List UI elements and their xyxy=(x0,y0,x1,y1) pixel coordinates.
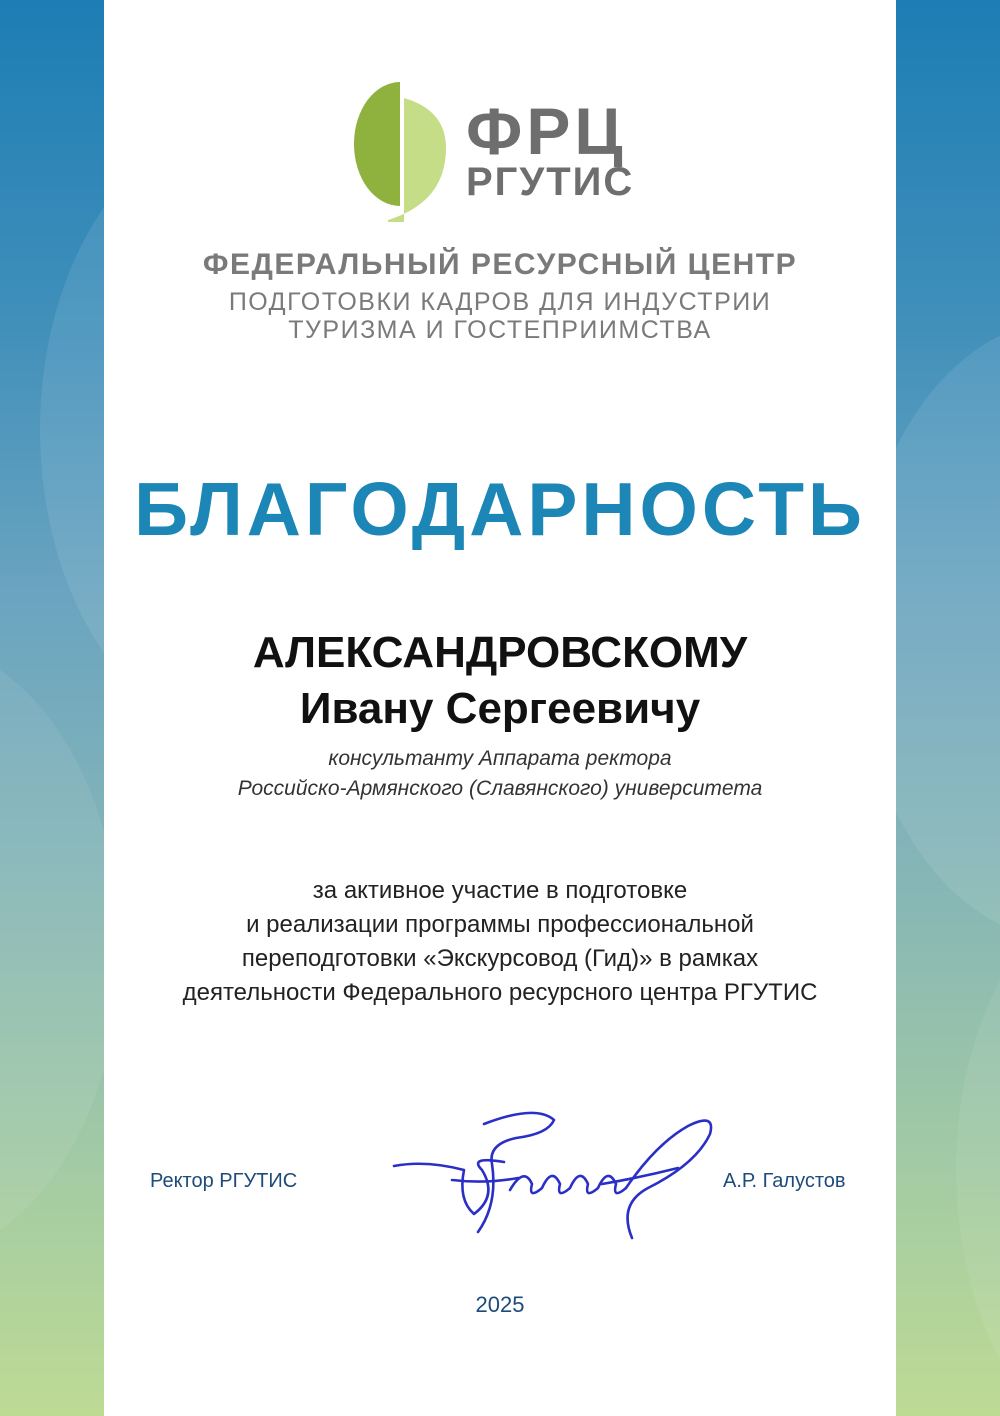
recipient-last-name: АЛЕКСАНДРОВСКОМУ xyxy=(252,628,748,677)
recipient-position-line2: Российско-Армянского (Славянского) университета xyxy=(237,777,763,800)
award-reason-line3: переподготовки «Экскурсовод (Гид)» в рамках xyxy=(241,945,759,972)
document-year: 2025 xyxy=(475,1292,525,1317)
award-reason-line1: за активное участие в подготовке xyxy=(312,877,688,904)
recipient-position xyxy=(0,744,1000,804)
center-title: ФЕДЕРАЛЬНЫЙ РЕСУРСНЫЙ ЦЕНТР xyxy=(202,248,798,281)
frc-logo-icon xyxy=(354,82,446,222)
logo-line-frc: ФРЦ xyxy=(466,94,627,168)
award-reason-line2: и реализации программы профессиональной xyxy=(246,911,754,938)
center-subtitle-line1: ПОДГОТОВКИ КАДРОВ ДЛЯ ИНДУСТРИИ xyxy=(228,288,772,316)
signatory-name: А.Р. Галустов xyxy=(723,1170,846,1192)
recipient-first-names: Ивану Сергеевичу xyxy=(299,684,701,733)
logo-line-rgutis: РГУТИС xyxy=(466,160,635,204)
award-reason xyxy=(0,874,1000,1010)
center-subtitle xyxy=(0,288,1000,344)
signatory-role: Ректор РГУТИС xyxy=(150,1170,298,1192)
handwritten-signature xyxy=(386,1104,722,1244)
logo-wordmark xyxy=(466,94,635,204)
document-title: БЛАГОДАРНОСТЬ xyxy=(134,467,866,551)
award-reason-line4: деятельности Федерального ресурсного центра РГУТИС xyxy=(182,979,818,1006)
recipient-position-line1: консультанту Аппарата ректора xyxy=(328,747,672,770)
center-subtitle-line2: ТУРИЗМА И ГОСТЕПРИИМСТВА xyxy=(288,316,712,344)
